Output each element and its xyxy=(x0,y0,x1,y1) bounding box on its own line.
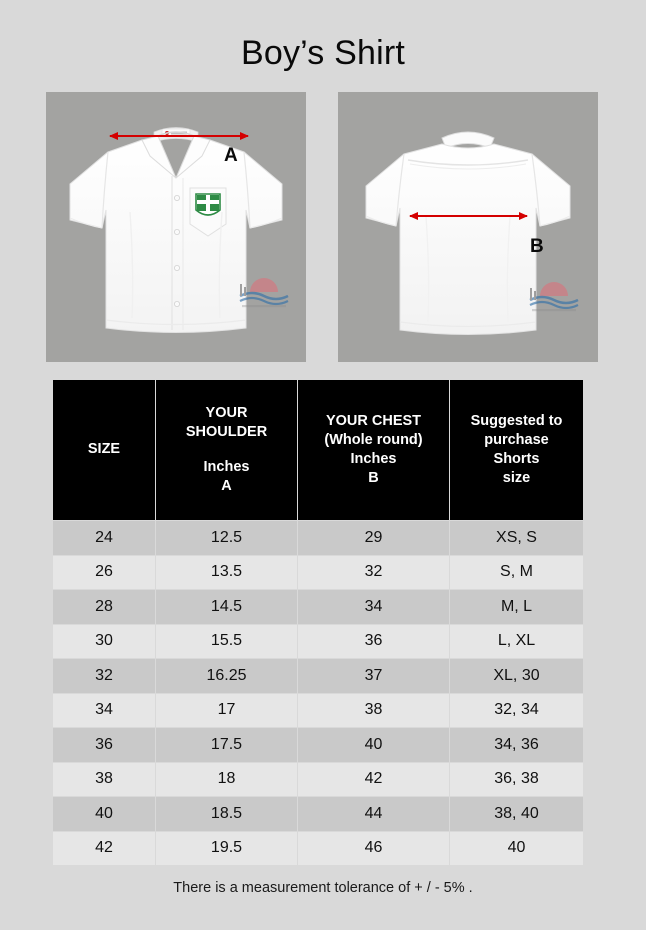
header-spacer xyxy=(158,443,295,458)
cell-shoulder: 19.5 xyxy=(156,831,298,866)
header-chest: YOUR CHEST (Whole round) Inches B xyxy=(298,380,450,521)
cell-size: 32 xyxy=(53,659,156,694)
cell-shoulder: 14.5 xyxy=(156,590,298,625)
cell-shorts: 38, 40 xyxy=(450,797,584,832)
cell-shorts: 40 xyxy=(450,831,584,866)
cell-size: 40 xyxy=(53,797,156,832)
size-table-header xyxy=(53,380,584,521)
table-row xyxy=(53,728,584,763)
cell-shoulder: 13.5 xyxy=(156,555,298,590)
cell-shorts: XL, 30 xyxy=(450,659,584,694)
table-row xyxy=(53,624,584,659)
size-table xyxy=(52,379,584,866)
cell-chest: 46 xyxy=(298,831,450,866)
cell-shoulder: 18 xyxy=(156,762,298,797)
header-size: SIZE xyxy=(53,380,156,521)
watermark-logo xyxy=(526,274,582,314)
cell-chest: 42 xyxy=(298,762,450,797)
cell-chest: 29 xyxy=(298,521,450,556)
product-photo-front xyxy=(46,92,306,362)
school-crest-logo xyxy=(194,192,222,215)
watermark-logo xyxy=(236,270,292,310)
cell-shorts: XS, S xyxy=(450,521,584,556)
measure-label-a: A xyxy=(224,145,238,166)
table-row xyxy=(53,831,584,866)
header-shoulder: YOUR SHOULDER Inches A xyxy=(156,380,298,521)
header-row xyxy=(53,380,584,521)
cell-size: 30 xyxy=(53,624,156,659)
table-row xyxy=(53,521,584,556)
shirt-front-illustration xyxy=(46,92,306,362)
cell-shorts: S, M xyxy=(450,555,584,590)
cell-shoulder: 18.5 xyxy=(156,797,298,832)
measure-arrow-b xyxy=(410,215,527,217)
tolerance-note: There is a measurement tolerance of + / - 5% . xyxy=(173,880,473,896)
product-photo-back xyxy=(338,92,598,362)
cell-shorts: M, L xyxy=(450,590,584,625)
table-row xyxy=(53,762,584,797)
shirt-front-svg xyxy=(46,92,306,362)
cell-size: 36 xyxy=(53,728,156,763)
shirt-back-illustration xyxy=(338,92,598,362)
table-row xyxy=(53,693,584,728)
table-row xyxy=(53,659,584,694)
cell-shorts: 32, 34 xyxy=(450,693,584,728)
table-row xyxy=(53,797,584,832)
cell-size: 28 xyxy=(53,590,156,625)
size-table-body xyxy=(53,521,584,866)
header-shorts: Suggested to purchase Shorts size xyxy=(450,380,584,521)
cell-chest: 34 xyxy=(298,590,450,625)
page-title: Boy’s Shirt xyxy=(240,34,406,72)
table-row xyxy=(53,555,584,590)
cell-size: 26 xyxy=(53,555,156,590)
cell-shoulder: 17 xyxy=(156,693,298,728)
cell-chest: 40 xyxy=(298,728,450,763)
cell-chest: 44 xyxy=(298,797,450,832)
table-row xyxy=(53,590,584,625)
cell-size: 34 xyxy=(53,693,156,728)
cell-shoulder: 16.25 xyxy=(156,659,298,694)
cell-shorts: 36, 38 xyxy=(450,762,584,797)
cell-chest: 37 xyxy=(298,659,450,694)
cell-shoulder: 12.5 xyxy=(156,521,298,556)
cell-shorts: L, XL xyxy=(450,624,584,659)
cell-shoulder: 15.5 xyxy=(156,624,298,659)
cell-size: 38 xyxy=(53,762,156,797)
cell-shorts: 34, 36 xyxy=(450,728,584,763)
measure-arrow-a xyxy=(110,135,248,137)
shirt-back-svg xyxy=(338,92,598,362)
measure-label-b: B xyxy=(530,236,544,257)
cell-chest: 38 xyxy=(298,693,450,728)
cell-chest: 36 xyxy=(298,624,450,659)
cell-shoulder: 17.5 xyxy=(156,728,298,763)
cell-chest: 32 xyxy=(298,555,450,590)
cell-size: 42 xyxy=(53,831,156,866)
cell-size: 24 xyxy=(53,521,156,556)
